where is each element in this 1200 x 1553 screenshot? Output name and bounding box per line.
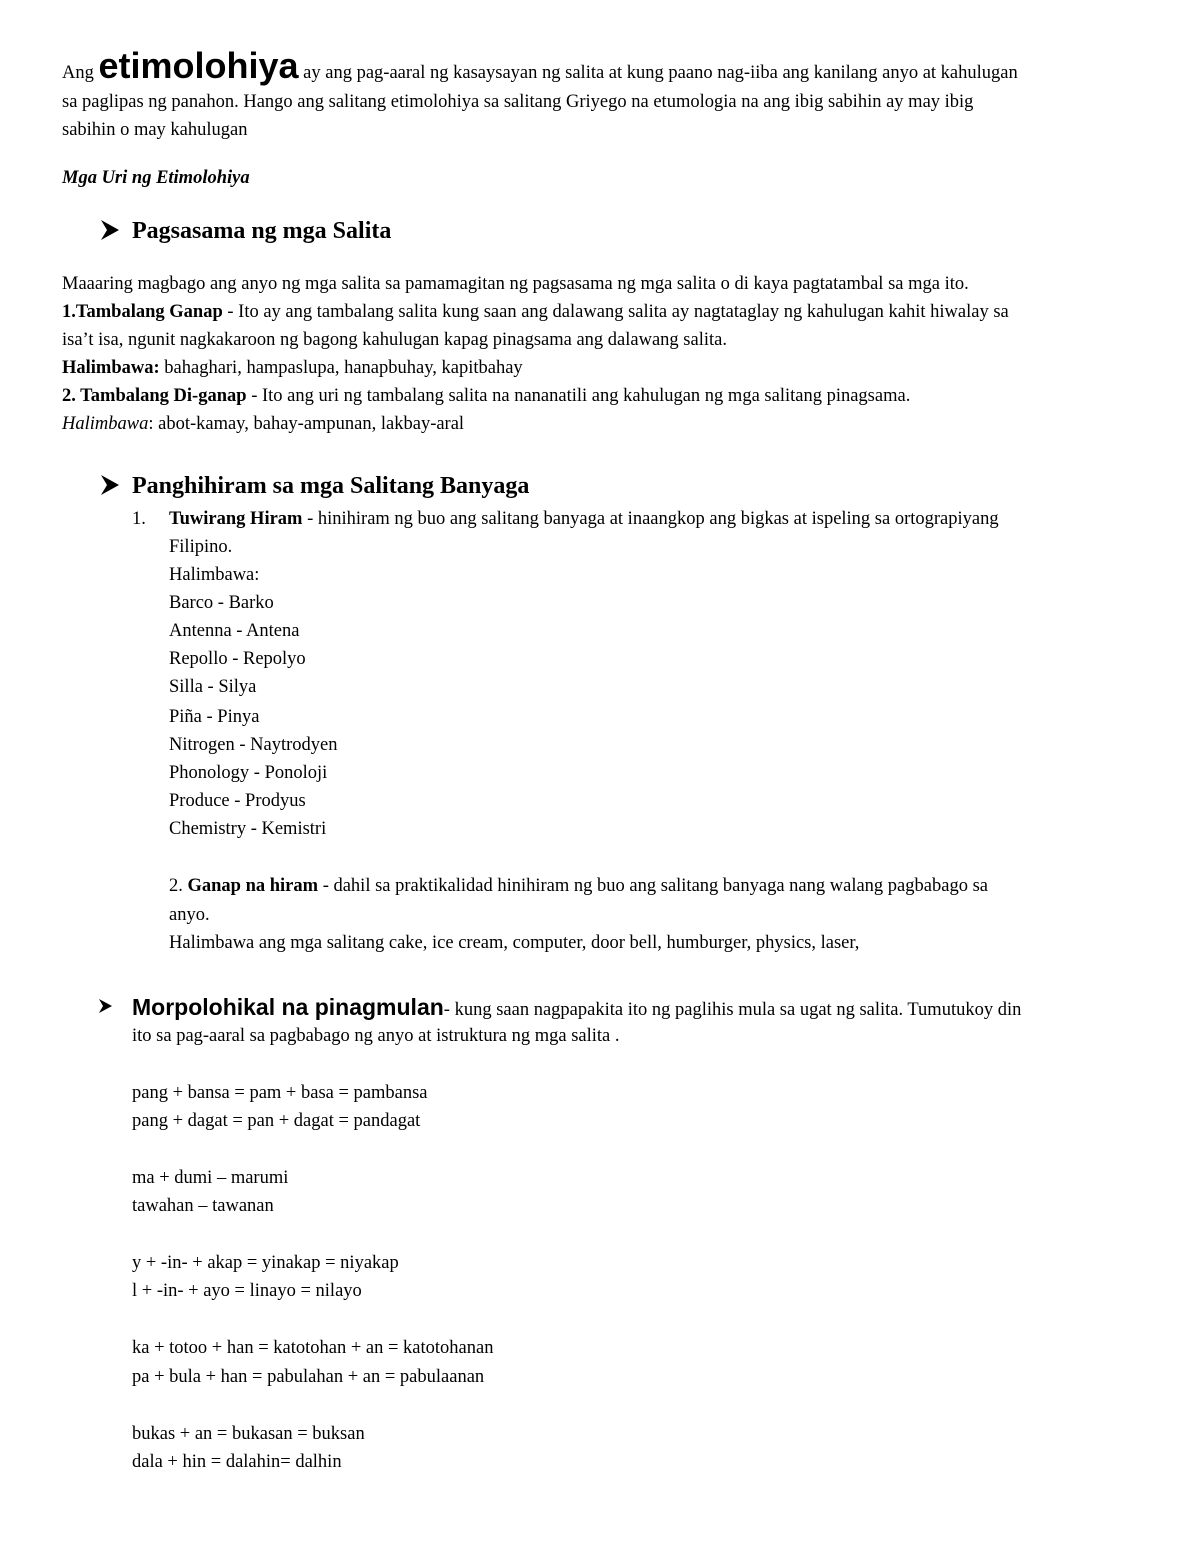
list-number: 2. <box>169 876 183 896</box>
loanword-pair: Silla - Silya <box>169 677 257 697</box>
loanword-pair: Phonology - Ponoloji <box>169 763 328 783</box>
morphology-example: ma + dumi – marumi <box>132 1168 289 1188</box>
section1-item1-cont: isa’t isa, ngunit nagkakaroon ng bagong kahulugan kapag pinagsama ang dalawang salita. <box>62 330 727 350</box>
section1-example1 <box>62 356 523 380</box>
item-label: Tuwirang Hiram <box>169 509 303 529</box>
intro-line-2: sa paglipas ng panahon. Hango ang salitang etimolohiya sa salitang Griyego na etumologia na ang ibig sabihin ay may ibig <box>62 92 974 112</box>
morphology-example: bukas + an = bukasan = buksan <box>132 1424 365 1444</box>
loanword-pair: Nitrogen - Naytrodyen <box>169 735 338 755</box>
section2-item1-cont: Filipino. <box>169 537 233 557</box>
section2-item2-cont: anyo. <box>169 905 210 925</box>
intro-prefix: Ang <box>62 63 94 83</box>
item-label: Ganap na hiram <box>187 876 319 896</box>
intro-line-1 <box>62 44 1018 95</box>
example-text: bahaghari, hampaslupa, hanapbuhay, kapitbahay <box>159 358 523 378</box>
item-text: - hinihiram ng buo ang salitang banyaga at inaangkop ang bigkas at ispeling sa ortograpiyang <box>302 509 999 529</box>
section3-heading-line <box>98 992 1022 1025</box>
section1-desc: Maaaring magbago ang anyo ng mga salita sa pamamagitan ng pagsasama ng mga salita o di kaya pagtatambal sa mga ito. <box>62 274 969 294</box>
item-text: - Ito ay ang tambalang salita kung saan ang dalawang salita ay nagtataglay ng kahulugan kahit hiwalay sa <box>222 302 1009 322</box>
section2-item1 <box>169 507 999 531</box>
section2-example-label: Halimbawa: <box>169 565 260 585</box>
loanword-pair: Barco - Barko <box>169 593 274 613</box>
section-title: Panghihiram sa mga Salitang Banyaga <box>132 473 530 499</box>
morphology-example: y + -in- + akap = yinakap = niyakap <box>132 1253 399 1273</box>
morphology-example: dala + hin = dalahin= dalhin <box>132 1452 342 1472</box>
loanword-pair: Repollo - Repolyo <box>169 649 306 669</box>
item-label: 1.Tambalang Ganap <box>62 302 223 322</box>
morphology-example: pa + bula + han = pabulahan + an = pabulaanan <box>132 1367 485 1387</box>
section-title: Pagsasama ng mga Salita <box>132 218 392 244</box>
item-text: - dahil sa praktikalidad hinihiram ng buo ang salitang banyaga nang walang pagbabago sa <box>318 876 988 896</box>
loanword-pair: Produce - Prodyus <box>169 791 306 811</box>
item-label: 2. Tambalang Di-ganap <box>62 386 247 406</box>
example-text: : abot-kamay, bahay-ampunan, lakbay-aral <box>148 414 465 434</box>
section-title: Morpolohikal na pinagmulan <box>132 994 444 1020</box>
section1-item2 <box>62 384 910 408</box>
loanword-pair: Antenna - Antena <box>169 621 300 641</box>
example-label: Halimbawa <box>62 414 149 434</box>
section2-item2-example: Halimbawa ang mga salitang cake, ice cream, computer, door bell, humburger, physics, laser, <box>169 933 860 953</box>
loanword-pair: Chemistry - Kemistri <box>169 819 327 839</box>
example-label: Halimbawa: <box>62 358 160 378</box>
list-number: 1. <box>132 509 146 529</box>
item-text: - Ito ang uri ng tambalang salita na nananatili ang kahulugan ng mga salitang pinagsama. <box>246 386 911 406</box>
section3-desc: - kung saan nagpapakita ito ng paglihis mula sa ugat ng salita. Tumutukoy din <box>443 1000 1022 1020</box>
morphology-example: tawahan – tawanan <box>132 1196 274 1216</box>
section1-example2 <box>62 412 464 436</box>
section1-item1 <box>62 300 1009 324</box>
morphology-example: l + -in- + ayo = linayo = nilayo <box>132 1281 362 1301</box>
morphology-example: pang + bansa = pam + basa = pambansa <box>132 1083 428 1103</box>
arrow-bullet-icon <box>100 219 120 241</box>
section2-item2 <box>169 874 988 898</box>
arrow-bullet-icon <box>98 998 113 1014</box>
section3-desc-cont: ito sa pag-aaral sa pagbabago ng anyo at istruktura ng mga salita . <box>132 1026 620 1046</box>
intro-line-3: sabihin o may kahulugan <box>62 120 248 140</box>
morphology-example: ka + totoo + han = katotohan + an = katotohanan <box>132 1338 494 1358</box>
intro-term: etimolohiya <box>98 45 299 86</box>
morphology-example: pang + dagat = pan + dagat = pandagat <box>132 1111 421 1131</box>
loanword-pair: Piña - Pinya <box>169 707 260 727</box>
types-heading: Mga Uri ng Etimolohiya <box>62 168 250 188</box>
intro-rest: ay ang pag-aaral ng kasaysayan ng salita at kung paano nag-iiba ang kanilang anyo at kahulugan <box>303 63 1018 83</box>
arrow-bullet-icon <box>100 474 120 496</box>
